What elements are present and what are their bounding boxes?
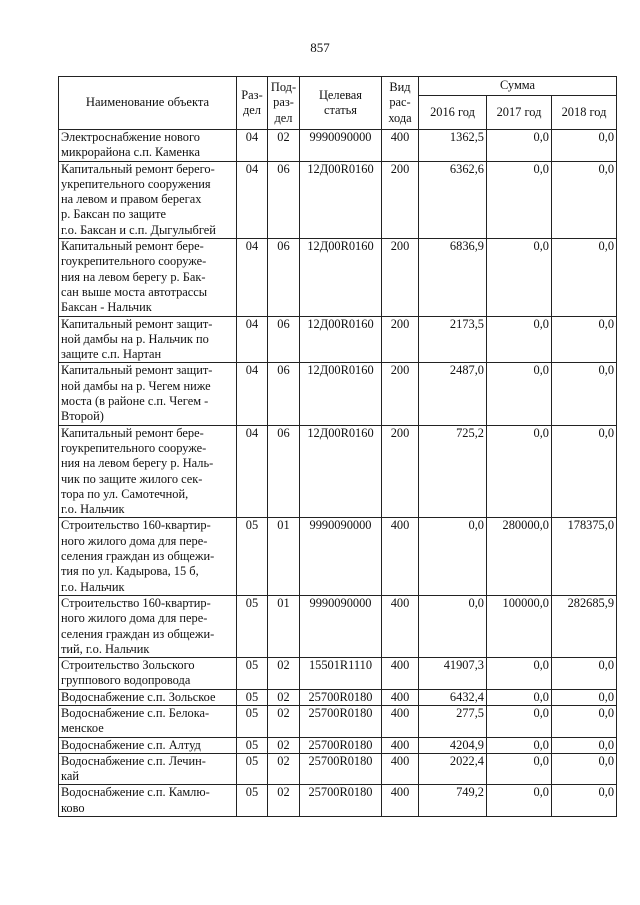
col-name-header: Наименование объекта (59, 77, 237, 130)
table-row (59, 737, 617, 753)
cell-2017: 0,0 (487, 425, 552, 518)
cell-razdel: 04 (237, 316, 268, 363)
cell-2016: 2487,0 (419, 363, 487, 425)
cell-2018: 0,0 (552, 753, 617, 785)
cell-name: Строительство 160-квартир- ного жилого дома для пере- селения граждан из общежи- тий, г.о. Нальчик (59, 595, 237, 657)
cell-2017: 0,0 (487, 316, 552, 363)
cell-target: 25700R0180 (300, 753, 382, 785)
cell-2017: 0,0 (487, 785, 552, 817)
col-2016-header: 2016 год (419, 96, 487, 130)
cell-podrazdel: 02 (268, 753, 300, 785)
cell-podrazdel: 02 (268, 658, 300, 690)
cell-name: Строительство 160-квартир- ного жилого дома для пере- селения граждан из общежи- тия по ул. Кадырова, 15 б, г.о. Нальчик (59, 518, 237, 595)
cell-razdel: 05 (237, 689, 268, 705)
cell-podrazdel: 06 (268, 316, 300, 363)
cell-razdel: 05 (237, 658, 268, 690)
cell-2016: 6432,4 (419, 689, 487, 705)
cell-2018: 0,0 (552, 785, 617, 817)
table-row (59, 658, 617, 690)
cell-target: 25700R0180 (300, 689, 382, 705)
cell-target: 12Д00R0160 (300, 425, 382, 518)
cell-vid: 400 (382, 130, 419, 162)
table-row (59, 595, 617, 657)
cell-name: Строительство Зольского группового водопровода (59, 658, 237, 690)
cell-target: 12Д00R0160 (300, 239, 382, 316)
table-row (59, 705, 617, 737)
cell-2016: 0,0 (419, 518, 487, 595)
cell-2017: 0,0 (487, 705, 552, 737)
table-row (59, 425, 617, 518)
cell-podrazdel: 02 (268, 689, 300, 705)
cell-2016: 4204,9 (419, 737, 487, 753)
cell-2016: 2022,4 (419, 753, 487, 785)
cell-razdel: 05 (237, 595, 268, 657)
cell-2016: 2173,5 (419, 316, 487, 363)
cell-vid: 400 (382, 705, 419, 737)
cell-target: 15501R1110 (300, 658, 382, 690)
col-2017-header: 2017 год (487, 96, 552, 130)
table-row (59, 518, 617, 595)
cell-2017: 0,0 (487, 737, 552, 753)
cell-2018: 0,0 (552, 689, 617, 705)
cell-2017: 0,0 (487, 130, 552, 162)
cell-name: Водоснабжение с.п. Алтуд (59, 737, 237, 753)
cell-vid: 400 (382, 689, 419, 705)
cell-2016: 277,5 (419, 705, 487, 737)
table-row (59, 689, 617, 705)
cell-target: 25700R0180 (300, 705, 382, 737)
cell-2018: 0,0 (552, 658, 617, 690)
cell-name: Водоснабжение с.п. Белока- менское (59, 705, 237, 737)
col-podrazdel-header: Под- раз- дел (268, 77, 300, 130)
table-row (59, 239, 617, 316)
cell-razdel: 04 (237, 425, 268, 518)
table-row (59, 753, 617, 785)
cell-2016: 6362,6 (419, 161, 487, 238)
col-razdel-header: Раз- дел (237, 77, 268, 130)
table-row (59, 316, 617, 363)
cell-razdel: 05 (237, 737, 268, 753)
cell-podrazdel: 01 (268, 518, 300, 595)
cell-2017: 0,0 (487, 753, 552, 785)
col-vid-header: Вид рас- хода (382, 77, 419, 130)
cell-name: Капитальный ремонт берего- укрепительного сооружения на левом и правом берегах р. Баксан по защите г.о. Баксан и с.п. Дыгулыбгей (59, 161, 237, 238)
cell-2016: 749,2 (419, 785, 487, 817)
cell-podrazdel: 06 (268, 425, 300, 518)
table-header (59, 77, 617, 130)
table-row (59, 363, 617, 425)
cell-2017: 100000,0 (487, 595, 552, 657)
cell-2018: 0,0 (552, 316, 617, 363)
cell-vid: 400 (382, 753, 419, 785)
cell-2018: 0,0 (552, 161, 617, 238)
cell-2016: 6836,9 (419, 239, 487, 316)
cell-vid: 400 (382, 518, 419, 595)
cell-2018: 282685,9 (552, 595, 617, 657)
cell-razdel: 04 (237, 363, 268, 425)
cell-name: Водоснабжение с.п. Зольское (59, 689, 237, 705)
cell-podrazdel: 02 (268, 705, 300, 737)
cell-name: Капитальный ремонт бере- гоукрепительного сооруже- ния на левом берегу р. Бак- сан выше моста автотрассы Баксан - Нальчик (59, 239, 237, 316)
cell-vid: 400 (382, 658, 419, 690)
cell-podrazdel: 06 (268, 161, 300, 238)
cell-vid: 400 (382, 595, 419, 657)
cell-2016: 41907,3 (419, 658, 487, 690)
cell-2016: 1362,5 (419, 130, 487, 162)
cell-vid: 200 (382, 161, 419, 238)
cell-vid: 200 (382, 316, 419, 363)
cell-vid: 400 (382, 785, 419, 817)
cell-podrazdel: 01 (268, 595, 300, 657)
cell-2017: 0,0 (487, 161, 552, 238)
cell-2016: 725,2 (419, 425, 487, 518)
cell-target: 25700R0180 (300, 785, 382, 817)
cell-target: 12Д00R0160 (300, 161, 382, 238)
cell-razdel: 05 (237, 705, 268, 737)
col-summa-header: Сумма (419, 77, 617, 96)
cell-razdel: 05 (237, 785, 268, 817)
cell-razdel: 05 (237, 518, 268, 595)
cell-2018: 0,0 (552, 239, 617, 316)
cell-2018: 0,0 (552, 705, 617, 737)
budget-table (58, 76, 617, 817)
cell-2018: 0,0 (552, 425, 617, 518)
col-2018-header: 2018 год (552, 96, 617, 130)
col-target-header: Целевая статья (300, 77, 382, 130)
cell-name: Капитальный ремонт защит- ной дамбы на р. Нальчик по защите с.п. Нартан (59, 316, 237, 363)
cell-2018: 178375,0 (552, 518, 617, 595)
cell-podrazdel: 06 (268, 239, 300, 316)
cell-target: 12Д00R0160 (300, 316, 382, 363)
cell-razdel: 04 (237, 161, 268, 238)
cell-name: Водоснабжение с.п. Камлю- ково (59, 785, 237, 817)
cell-razdel: 05 (237, 753, 268, 785)
cell-target: 9990090000 (300, 595, 382, 657)
cell-2017: 0,0 (487, 658, 552, 690)
page-number: 857 (310, 40, 330, 55)
cell-2017: 0,0 (487, 363, 552, 425)
cell-podrazdel: 02 (268, 785, 300, 817)
cell-2017: 280000,0 (487, 518, 552, 595)
cell-target: 12Д00R0160 (300, 363, 382, 425)
cell-2018: 0,0 (552, 130, 617, 162)
cell-target: 9990090000 (300, 518, 382, 595)
cell-2018: 0,0 (552, 363, 617, 425)
cell-razdel: 04 (237, 239, 268, 316)
cell-target: 9990090000 (300, 130, 382, 162)
cell-razdel: 04 (237, 130, 268, 162)
cell-target: 25700R0180 (300, 737, 382, 753)
cell-podrazdel: 02 (268, 737, 300, 753)
table-row (59, 785, 617, 817)
cell-2017: 0,0 (487, 689, 552, 705)
cell-2016: 0,0 (419, 595, 487, 657)
cell-name: Электроснабжение нового микрорайона с.п. Каменка (59, 130, 237, 162)
table-body (59, 130, 617, 817)
table-row (59, 130, 617, 162)
cell-name: Капитальный ремонт бере- гоукрепительного сооруже- ния на левом берегу р. Наль- чик по защите жилого сек- тора по ул. Самотечной, г.о. Нальчик (59, 425, 237, 518)
cell-vid: 200 (382, 363, 419, 425)
cell-2018: 0,0 (552, 737, 617, 753)
table-row (59, 161, 617, 238)
cell-podrazdel: 06 (268, 363, 300, 425)
cell-vid: 400 (382, 737, 419, 753)
cell-podrazdel: 02 (268, 130, 300, 162)
cell-vid: 200 (382, 425, 419, 518)
cell-vid: 200 (382, 239, 419, 316)
cell-name: Водоснабжение с.п. Лечин- кай (59, 753, 237, 785)
cell-2017: 0,0 (487, 239, 552, 316)
cell-name: Капитальный ремонт защит- ной дамбы на р. Чегем ниже моста (в районе с.п. Чегем - Второй) (59, 363, 237, 425)
